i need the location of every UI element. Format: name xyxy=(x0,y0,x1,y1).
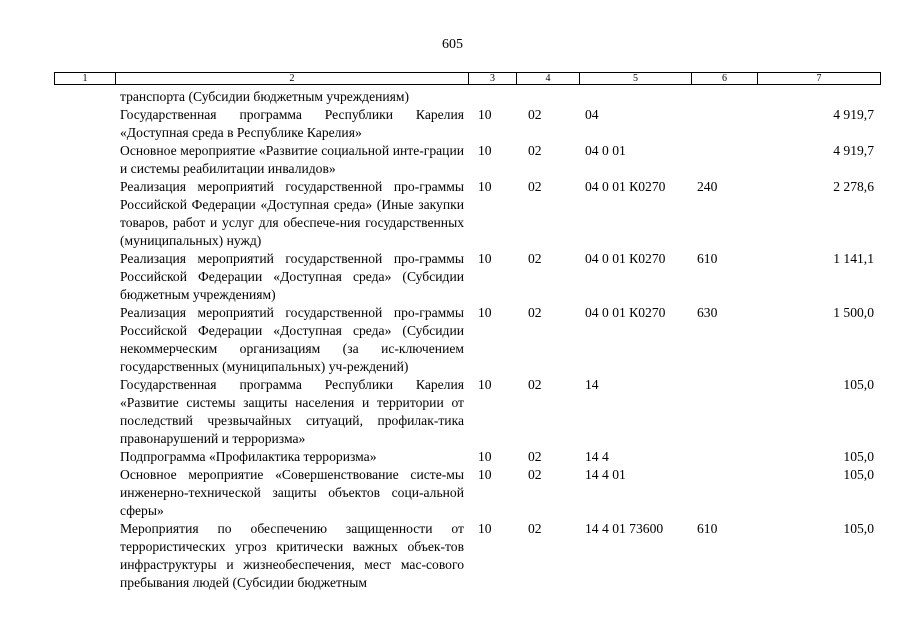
row-target-article-cell: 14 xyxy=(585,377,599,392)
table-row xyxy=(54,142,880,178)
row-amount-cell: 105,0 xyxy=(843,467,874,482)
row-target-article-cell: 04 xyxy=(585,107,599,122)
row-name-cell: Государственная программа Республики Карелия «Доступная среда в Республике Карелия» xyxy=(120,107,464,140)
row-expense-type-cell: 610 xyxy=(697,521,718,536)
row-subsection-cell: 02 xyxy=(528,143,542,158)
row-subsection-cell: 02 xyxy=(528,107,542,122)
row-name-cell: Мероприятия по обеспечению защищенности от террористических угроз критически важных объек-тов инфраструктуры и жизнеобеспечения, мест мас-сового пребывания людей (Субсидии бюджетным xyxy=(120,521,464,590)
table-row xyxy=(54,178,880,250)
row-section-cell: 10 xyxy=(478,449,492,464)
row-subsection-cell: 02 xyxy=(528,467,542,482)
row-target-article-cell: 14 4 xyxy=(585,449,609,464)
row-amount-cell: 4 919,7 xyxy=(833,143,874,158)
row-amount-cell: 105,0 xyxy=(843,449,874,464)
row-subsection-cell: 02 xyxy=(528,251,542,266)
row-name-cell: транспорта (Субсидии бюджетным учреждениям) xyxy=(120,89,410,104)
row-target-article-cell: 04 0 01 К0270 xyxy=(585,179,666,194)
table-row xyxy=(54,106,880,142)
row-subsection-cell: 02 xyxy=(528,305,542,320)
row-section-cell: 10 xyxy=(478,305,492,320)
row-amount-cell: 1 500,0 xyxy=(833,305,874,320)
row-amount-cell: 1 141,1 xyxy=(833,251,874,266)
table-row xyxy=(54,88,880,106)
row-name-cell: Основное мероприятие «Совершенствование систе-мы инженерно-технической защиты объектов соци-альной сферы» xyxy=(120,467,464,518)
column-number-5: 5 xyxy=(580,73,692,85)
row-section-cell: 10 xyxy=(478,521,492,536)
table-row xyxy=(54,250,880,304)
row-section-cell: 10 xyxy=(478,107,492,122)
table-row xyxy=(54,466,880,520)
column-number-header xyxy=(54,72,881,85)
column-number-3: 3 xyxy=(469,73,517,85)
table-row xyxy=(54,304,880,376)
column-number-6: 6 xyxy=(692,73,758,85)
row-amount-cell: 4 919,7 xyxy=(833,107,874,122)
row-subsection-cell: 02 xyxy=(528,377,542,392)
table-row xyxy=(54,448,880,466)
row-expense-type-cell: 630 xyxy=(697,305,718,320)
row-expense-type-cell: 240 xyxy=(697,179,718,194)
row-name-cell: Реализация мероприятий государственной про-граммы Российской Федерации «Доступная среда» (Субсидии некоммерческим организациям (за ис-ключением государственных (муниципальных) уч-реждений) xyxy=(120,305,464,374)
row-target-article-cell: 04 0 01 xyxy=(585,143,626,158)
row-name-cell: Государственная программа Республики Карелия «Развитие системы защиты населения и территории от последствий чрезвычайных ситуаций, профилак-тика правонарушений и терроризма» xyxy=(120,377,464,446)
row-subsection-cell: 02 xyxy=(528,449,542,464)
table-row xyxy=(54,520,880,592)
row-amount-cell: 2 278,6 xyxy=(833,179,874,194)
row-name-cell: Реализация мероприятий государственной про-граммы Российской Федерации «Доступная среда» (Субсидии бюджетным учреждениям) xyxy=(120,251,464,302)
column-number-1: 1 xyxy=(55,73,116,85)
row-target-article-cell: 04 0 01 К0270 xyxy=(585,305,666,320)
row-target-article-cell: 04 0 01 К0270 xyxy=(585,251,666,266)
row-name-cell: Подпрограмма «Профилактика терроризма» xyxy=(120,449,377,464)
row-subsection-cell: 02 xyxy=(528,521,542,536)
budget-table-body xyxy=(54,88,880,592)
row-amount-cell: 105,0 xyxy=(843,521,874,536)
page-number: 605 xyxy=(442,37,463,52)
row-name-cell: Реализация мероприятий государственной про-граммы Российской Федерации «Доступная среда» (Иные закупки товаров, работ и услуг для обеспече-ния государственных (муниципальных) нужд) xyxy=(120,179,464,248)
column-number-7: 7 xyxy=(758,73,881,85)
row-target-article-cell: 14 4 01 73600 xyxy=(585,521,664,536)
row-section-cell: 10 xyxy=(478,143,492,158)
row-subsection-cell: 02 xyxy=(528,179,542,194)
column-number-2: 2 xyxy=(116,73,469,85)
row-expense-type-cell: 610 xyxy=(697,251,718,266)
row-section-cell: 10 xyxy=(478,377,492,392)
row-section-cell: 10 xyxy=(478,467,492,482)
row-target-article-cell: 14 4 01 xyxy=(585,467,626,482)
row-amount-cell: 105,0 xyxy=(843,377,874,392)
row-section-cell: 10 xyxy=(478,251,492,266)
row-name-cell: Основное мероприятие «Развитие социальной инте-грации и системы реабилитации инвалидов» xyxy=(120,143,464,176)
row-section-cell: 10 xyxy=(478,179,492,194)
column-number-4: 4 xyxy=(517,73,580,85)
table-row xyxy=(54,376,880,448)
